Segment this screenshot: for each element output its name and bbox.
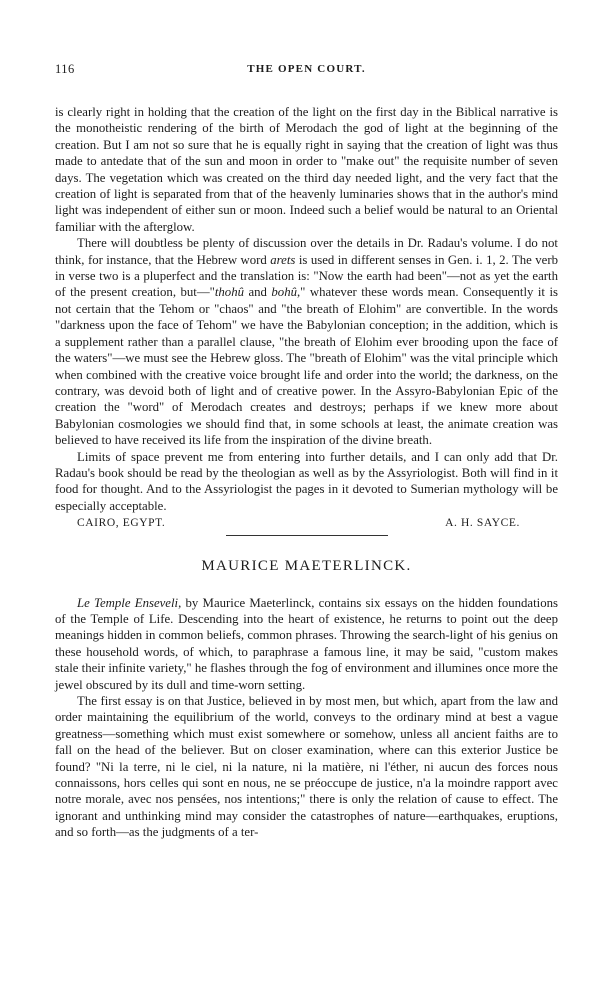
section-body xyxy=(55,595,558,841)
text-run: and xyxy=(244,285,272,300)
text-run: ," whatever these words mean. Consequently it is not certain that the Tehom or "chaos" and "the breath of Elohim" are convertible. In the words "darkness upon the face of Tehom" we have the Babylonian conception; in the addition, which is a supplement rather than a parallel clause, "the breath of Elohim ever brooding upon the face of the waters"—we must see the Hebrew gloss. The "breath of Elohim" was the vital principle which when combined with the creative voice brought life and order into the world; the darkness, on the contrary, was devoid both of light and of creative power. In the Assyro-Babylonian Epic of the creation the "word" of Merodach creates and destroys; perhaps if we knew more about Babylonian cosmologies we should find that, in some schools at least, the animate creation was believed to have received its life from the inspiration of the divine breath. xyxy=(55,285,558,448)
page-number: 116 xyxy=(55,62,75,76)
signature-author: A. H. SAYCE. xyxy=(445,517,520,530)
text-run: There will doubtless be plenty of discussion over the details in Dr. Radau's volume. I do not think, for instance, that the Hebrew word xyxy=(55,236,558,267)
journal-title: THE OPEN COURT. xyxy=(247,63,366,75)
hebrew-term: bohû xyxy=(271,285,297,300)
book-title: Le Temple Enseveli xyxy=(77,595,179,610)
text-run: , by Maurice Maeterlinck, contains six essays on the hidden foundations of the Temple of Life. Descending into the heart of existence, he returns to point out the deep meanings hidden in common beliefs, common phrases. Throwing the search-light of his genius on these household words, of which, to paraphrase a famous line, it may be said, "custom makes stale their infinite variety," he flashes through the fog of environment and illumines once more the jewel obscured by its dull and time-worn setting. xyxy=(55,595,558,692)
paragraph: Limits of space prevent me from entering into further details, and I can only add that Dr. Radau's book should be read by the theologian as well as by the Assyriologist. Both will find in it food for thought. And to the Assyriologist the pages in it devoted to Sumerian mythology will be especially acceptable. xyxy=(55,449,558,513)
book-page xyxy=(55,62,558,841)
review-continuation xyxy=(55,104,558,841)
paragraph xyxy=(55,235,558,448)
hebrew-term: arets xyxy=(270,252,296,267)
paragraph: is clearly right in holding that the creation of the light on the first day in the Biblical narrative is the monotheistic rendering of the birth of Merodach the god of light at the beginning of the creation. But I am not so sure that he is equally right in saying that the creation of light was thus made to antedate that of the sun and moon in order to "make out" the requisite number of seven days. The vegetation which was created on the third day needed light, and the very fact that the creation of light is separated from that of the heavenly luminaries shows that in the author's mind light was independent of either sun or moon. Indeed such a belief would be natural to an Oriental familiar with the afterglow. xyxy=(55,105,558,234)
section-heading: MAURICE MAETERLINCK. xyxy=(201,558,412,575)
hebrew-term: thohû xyxy=(214,285,244,300)
review-signature xyxy=(55,514,558,531)
paragraph: The first essay is on that Justice, believed in by most men, but which, apart from the law and order maintaining the equilibrium of the world, conveys to the ordinary mind at best a vague greatness—something which must exist somewhere or somehow, unless all ancient faiths are to fall on the head of the believer. But on closer examination, where can this exterior Justice be found? "Ni la terre, ni le ciel, ni la nature, ni la matière, ni l'éther, ni aucun des forces nous connaissons, hors celles qui sont en nous, ne se préoccupe de justice, n'a la moindre rapport avec notre morale, avec nos pensées, nos intentions;" there is only the relation of cause to effect. The ignorant and unthinking mind may consider the catastrophes of nature—earthquakes, eruptions, and so forth—as the judgments of a ter- xyxy=(55,694,558,840)
text-run: is used in different senses in Gen. i. 1, 2. The verb in verse two is a pluperfect and the translation is: "Now the earth had been"—not as yet the earth of the present creation, but—" xyxy=(55,252,558,300)
running-header xyxy=(55,62,558,84)
paragraph xyxy=(55,595,558,693)
section-divider xyxy=(226,535,388,536)
signature-place: CAIRO, EGYPT. xyxy=(77,517,166,530)
